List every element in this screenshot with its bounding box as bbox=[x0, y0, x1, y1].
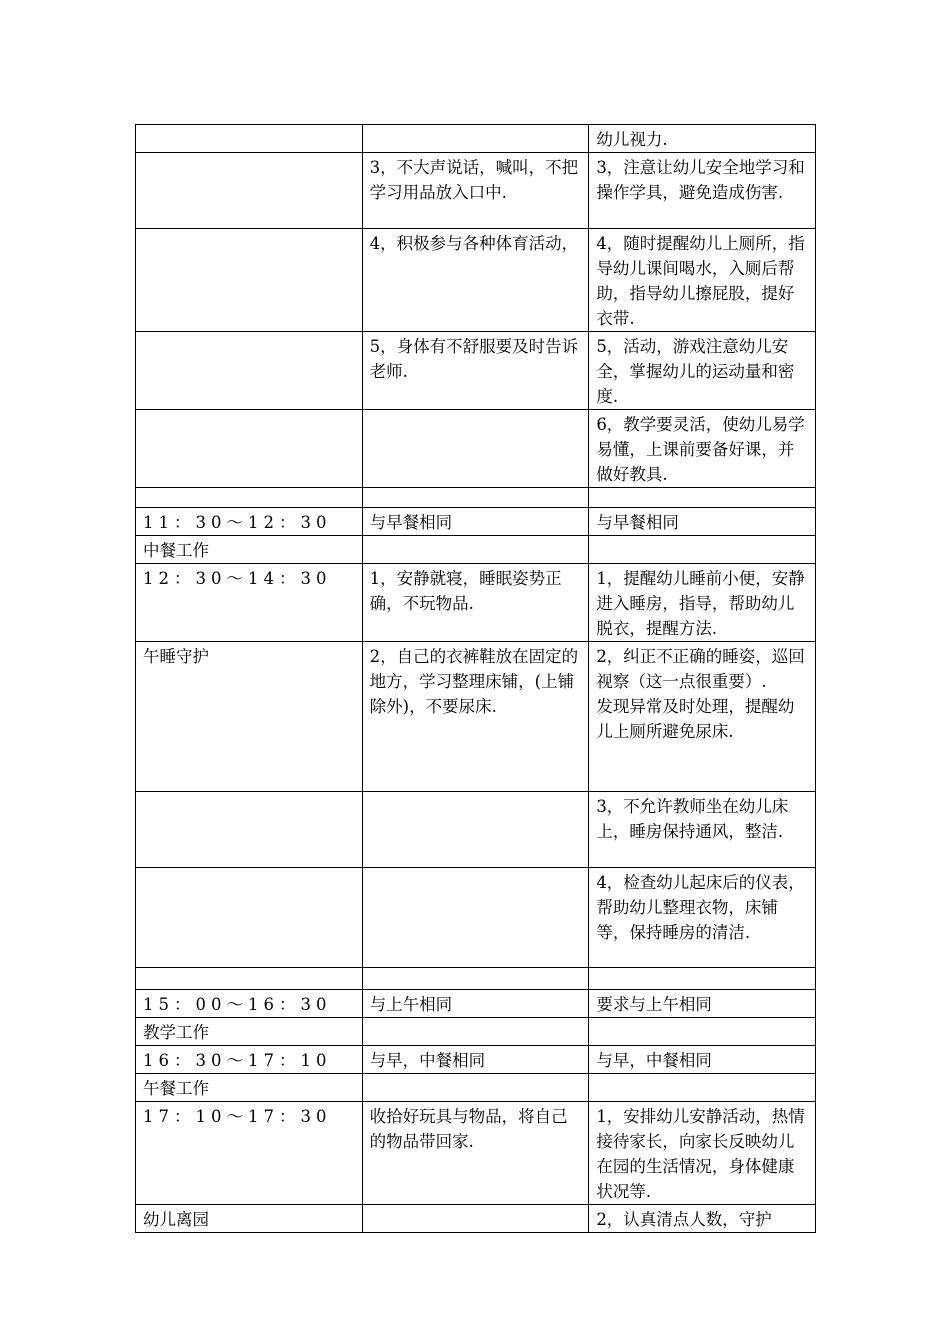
table-cell bbox=[589, 968, 816, 990]
table-cell bbox=[589, 1018, 816, 1046]
table-cell bbox=[362, 1205, 589, 1233]
table-cell bbox=[362, 125, 589, 153]
table-cell bbox=[362, 410, 589, 488]
table-cell bbox=[362, 536, 589, 564]
section-label: 幼儿离园 bbox=[136, 1205, 363, 1233]
section-label: 午睡守护 bbox=[136, 642, 363, 792]
table-cell: 与早餐相同 bbox=[589, 508, 816, 536]
time-cell: 15：00～16：30 bbox=[136, 990, 363, 1018]
table-cell: 与早，中餐相同 bbox=[362, 1046, 589, 1074]
table-cell bbox=[589, 488, 816, 508]
table-cell: 2，认真清点人数，守护 bbox=[589, 1205, 816, 1233]
table-cell: 4，积极参与各种体育活动， bbox=[362, 229, 589, 332]
section-label: 午餐工作 bbox=[136, 1074, 363, 1102]
table-row bbox=[136, 792, 816, 868]
table-cell bbox=[136, 968, 363, 990]
table-row bbox=[136, 1018, 816, 1046]
table-cell bbox=[136, 868, 363, 968]
table-cell bbox=[589, 536, 816, 564]
table-row bbox=[136, 1046, 816, 1074]
table-cell: 与早餐相同 bbox=[362, 508, 589, 536]
table-cell: 4，随时提醒幼儿上厕所，指导幼儿课间喝水，入厕后帮助，指导幼儿擦屁股，提好衣带. bbox=[589, 229, 816, 332]
table-cell bbox=[362, 868, 589, 968]
table-cell bbox=[589, 1074, 816, 1102]
table-cell: 1，安静就寝，睡眠姿势正确，不玩物品. bbox=[362, 564, 589, 642]
table-row bbox=[136, 125, 816, 153]
table-row bbox=[136, 153, 816, 229]
table-row bbox=[136, 488, 816, 508]
table-cell: 幼儿视力. bbox=[589, 125, 816, 153]
time-cell: 16：30～17：10 bbox=[136, 1046, 363, 1074]
table-cell: 2，纠正不正确的睡姿，巡回视察（这一点很重要）. 发现异常及时处理，提醒幼儿上厕所避免尿床. bbox=[589, 642, 816, 792]
table-cell: 4，检查幼儿起床后的仪表，帮助幼儿整理衣物，床铺等，保持睡房的清洁. bbox=[589, 868, 816, 968]
table-cell bbox=[136, 153, 363, 229]
table-cell bbox=[136, 410, 363, 488]
table-row bbox=[136, 1074, 816, 1102]
section-label: 教学工作 bbox=[136, 1018, 363, 1046]
table-cell bbox=[136, 125, 363, 153]
table-cell bbox=[362, 968, 589, 990]
document-page bbox=[135, 124, 816, 1233]
table-row bbox=[136, 868, 816, 968]
time-cell: 11：30～12：30 bbox=[136, 508, 363, 536]
table-cell: 5，活动，游戏注意幼儿安全，掌握幼儿的运动量和密度. bbox=[589, 332, 816, 410]
time-cell: 17：10～17：30 bbox=[136, 1102, 363, 1205]
table-row bbox=[136, 508, 816, 536]
table-row bbox=[136, 536, 816, 564]
table-cell bbox=[362, 488, 589, 508]
table-cell: 1，安排幼儿安静活动，热情接待家长，向家长反映幼儿在园的生活情况，身体健康状况等. bbox=[589, 1102, 816, 1205]
table-row bbox=[136, 1102, 816, 1205]
time-cell: 12：30～14：30 bbox=[136, 564, 363, 642]
table-cell: 2，自己的衣裤鞋放在固定的地方，学习整理床铺，(上铺除外)，不要尿床. bbox=[362, 642, 589, 792]
table-row bbox=[136, 1205, 816, 1233]
table-cell bbox=[362, 1074, 589, 1102]
table-cell: 3，注意让幼儿安全地学习和操作学具，避免造成伤害. bbox=[589, 153, 816, 229]
table-cell bbox=[362, 792, 589, 868]
table-cell: 要求与上午相同 bbox=[589, 990, 816, 1018]
table-row bbox=[136, 229, 816, 332]
table-row bbox=[136, 410, 816, 488]
table-cell bbox=[136, 332, 363, 410]
table-cell: 3，不大声说话，喊叫，不把学习用品放入口中. bbox=[362, 153, 589, 229]
table-cell: 1，提醒幼儿睡前小便，安静进入睡房，指导，帮助幼儿脱衣，提醒方法. bbox=[589, 564, 816, 642]
table-cell bbox=[136, 792, 363, 868]
table-cell: 3，不允许教师坐在幼儿床上，睡房保持通风，整洁. bbox=[589, 792, 816, 868]
table-row bbox=[136, 332, 816, 410]
table-cell bbox=[362, 1018, 589, 1046]
schedule-table bbox=[135, 124, 816, 1233]
table-cell: 收拾好玩具与物品，将自己的物品带回家. bbox=[362, 1102, 589, 1205]
table-cell: 与早，中餐相同 bbox=[589, 1046, 816, 1074]
table-row bbox=[136, 564, 816, 642]
table-cell: 5，身体有不舒服要及时告诉老师. bbox=[362, 332, 589, 410]
table-row bbox=[136, 990, 816, 1018]
section-label: 中餐工作 bbox=[136, 536, 363, 564]
table-row bbox=[136, 642, 816, 792]
table-cell bbox=[136, 229, 363, 332]
table-row bbox=[136, 968, 816, 990]
table-cell bbox=[136, 488, 363, 508]
table-cell: 与上午相同 bbox=[362, 990, 589, 1018]
table-cell: 6，教学要灵活，使幼儿易学易懂，上课前要备好课，并做好教具. bbox=[589, 410, 816, 488]
